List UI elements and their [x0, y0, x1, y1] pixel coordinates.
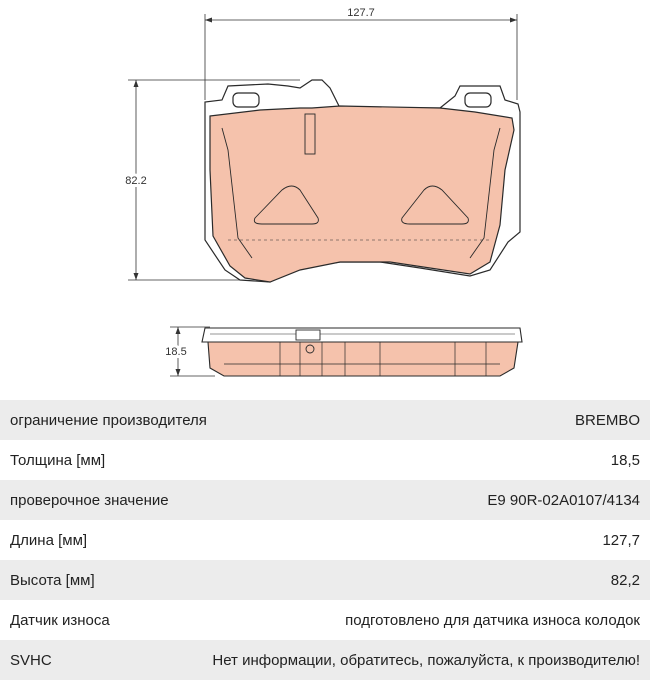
spec-value: 18,5	[610, 451, 640, 469]
spec-value: BREMBO	[574, 411, 640, 429]
pad-side-view	[202, 328, 522, 376]
spec-label: SVHC	[10, 651, 52, 669]
left-ear-slot	[233, 93, 259, 107]
spec-row-length	[0, 520, 650, 560]
spec-row-thickness	[0, 440, 650, 480]
spec-label: ограничение производителя	[10, 411, 207, 429]
spec-value: Нет информации, обратитесь, пожалуйста, к производителю!	[212, 651, 640, 669]
side-friction-material	[208, 342, 518, 376]
spec-row-manufacturer	[0, 400, 650, 440]
spec-label: проверочное значение	[10, 491, 169, 509]
length-dimension-label: 127.7	[347, 7, 375, 19]
spec-value: подготовлено для датчика износа колодок	[345, 611, 640, 629]
height-dimension-label: 82.2	[125, 175, 147, 187]
specs-table	[0, 400, 650, 680]
spec-row-wear-sensor	[0, 600, 650, 640]
spec-row-test-value	[0, 480, 650, 520]
friction-material	[210, 106, 514, 282]
spec-row-svhc	[0, 640, 650, 680]
side-backplate	[202, 328, 522, 342]
spec-label: Длина [мм]	[10, 531, 88, 549]
spec-row-height	[0, 560, 650, 600]
center-slot	[305, 114, 315, 154]
spec-label: Датчик износа	[10, 611, 110, 629]
wear-sensor-hole	[306, 345, 314, 353]
spec-value: 82,2	[610, 571, 640, 589]
spec-value: E9 90R-02A0107/4134	[487, 491, 640, 509]
right-ear-slot	[465, 93, 491, 107]
pad-front-view	[205, 80, 520, 282]
spec-value: 127,7	[602, 531, 640, 549]
spec-label: Высота [мм]	[10, 571, 95, 589]
thickness-dimension-label: 18.5	[165, 346, 187, 358]
spec-label: Толщина [мм]	[10, 451, 106, 469]
